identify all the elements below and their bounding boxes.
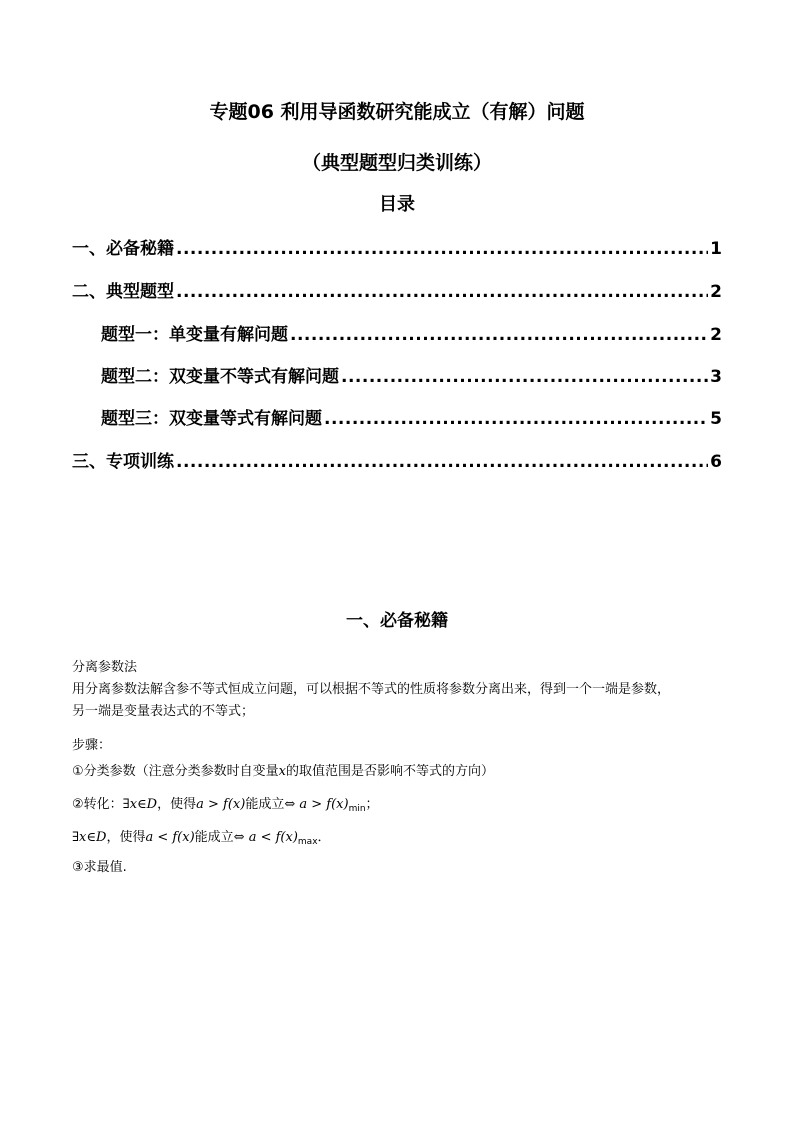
toc-label: 三、专项训练 bbox=[72, 452, 174, 472]
toc-page: 6 bbox=[710, 452, 722, 472]
toc-label: 题型二：双变量不等式有解问题 bbox=[101, 367, 339, 387]
toc-label: 一、必备秘籍 bbox=[72, 239, 174, 259]
toc-label: 二、典型题型 bbox=[72, 282, 174, 302]
math-subscript: max bbox=[297, 837, 318, 847]
toc-entry[interactable] bbox=[101, 404, 722, 429]
paragraph: ③求最值. bbox=[72, 860, 127, 875]
math-variable: x bbox=[278, 764, 286, 779]
document-subtitle: （典型题型归类训练） bbox=[301, 152, 492, 174]
document-title: 专题06 利用导函数研究能成立（有解）问题 bbox=[209, 101, 585, 123]
math-expression: ∃x∈D bbox=[122, 797, 158, 812]
paragraph: 另一端是变量表达式的不等式； bbox=[72, 704, 255, 719]
toc-entry[interactable] bbox=[72, 277, 722, 302]
paragraph: 步骤： bbox=[72, 738, 112, 753]
toc-entry[interactable] bbox=[72, 447, 722, 472]
section-heading: 一、必备秘籍 bbox=[346, 611, 448, 631]
toc-label: 题型一：单变量有解问题 bbox=[101, 325, 288, 345]
paragraph: ∃x∈D，使得a < f(x)能成立⇔ $a < f(x)_{max}$． bbox=[72, 830, 331, 847]
toc-page: 2 bbox=[710, 282, 722, 302]
toc-entry[interactable] bbox=[101, 320, 722, 345]
math-expression: ⇔ a < f(x) bbox=[233, 830, 298, 845]
paragraph: ①分类参数（注意分类参数时自变量x的取值范围是否影响不等式的方向） bbox=[72, 764, 495, 779]
toc-entry[interactable] bbox=[72, 234, 722, 259]
math-expression: ∃x∈D bbox=[72, 830, 107, 845]
toc-entry[interactable] bbox=[101, 362, 722, 387]
toc-heading: 目录 bbox=[379, 194, 415, 215]
toc-label: 题型三：双变量等式有解问题 bbox=[101, 409, 322, 429]
toc-page: 2 bbox=[710, 325, 722, 345]
toc-page: 5 bbox=[710, 409, 722, 429]
paragraph: 分离参数法 bbox=[72, 660, 138, 675]
math-expression: ⇔ a > f(x) bbox=[284, 797, 349, 812]
math-expression: a < f(x) bbox=[145, 830, 195, 845]
toc-page: 3 bbox=[710, 367, 722, 387]
math-subscript: min bbox=[348, 804, 366, 814]
paragraph: 用分离参数法解含参不等式恒成立问题，可以根据不等式的性质将参数分离出来，得到一个一端是参数， bbox=[72, 682, 671, 697]
toc-page: 1 bbox=[710, 239, 722, 259]
math-expression: a > f(x) bbox=[196, 797, 246, 812]
paragraph: ②转化：∃x∈D，使得a > f(x)能成立⇔ $a > f(x)_{min}$； bbox=[72, 797, 379, 814]
